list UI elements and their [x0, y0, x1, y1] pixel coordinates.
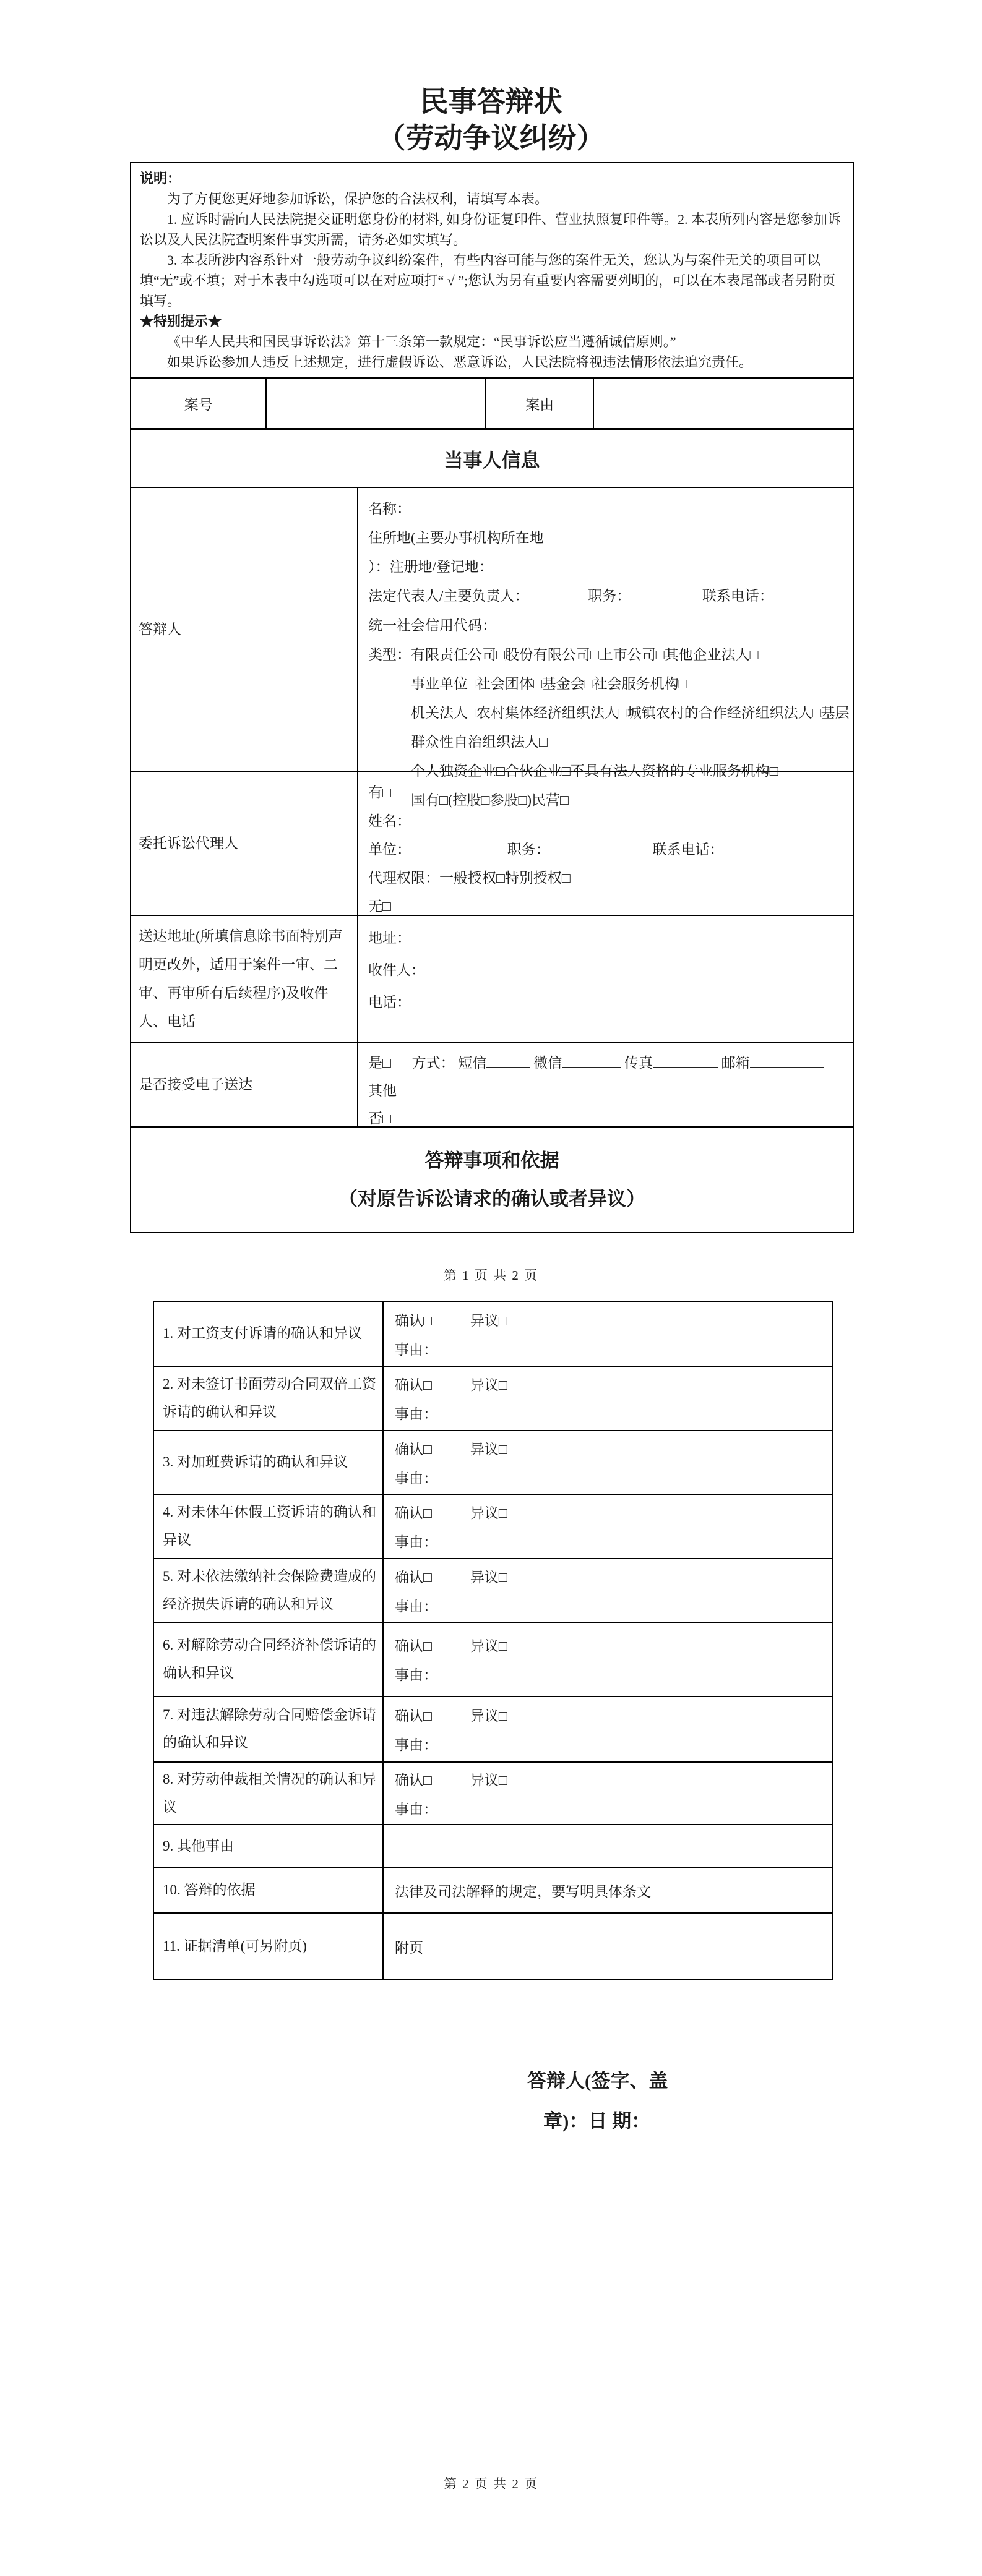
service-address-label: 地址： [368, 930, 411, 946]
defense-item-row-7 [154, 1696, 832, 1761]
reason-label: 事由： [395, 1534, 437, 1550]
service-phone-label: 电话： [368, 994, 411, 1010]
type-options-line5: 国有□(控股□参股□)民营□ [411, 792, 569, 808]
cause-value [593, 379, 853, 428]
es-no-checkbox: 否□ [368, 1110, 391, 1126]
case-row [131, 377, 853, 428]
defense-item-row-8 [154, 1761, 832, 1824]
agent-unit-label: 单位： [368, 842, 411, 857]
defense-item-label: 9. 其他事由 [163, 1838, 234, 1854]
type-label: 类型： [368, 646, 411, 662]
cause-label: 案由 [485, 379, 593, 428]
defense-item-answer [382, 1302, 832, 1366]
notes-para-2: 1. 应诉时需向人民法院提交证明您身份的材料, 如身份证复印件、营业执照复印件等。2. 本表所列内容是您参加诉讼以及人民法院查明案件事实所需，请务必如实填写。 [140, 212, 842, 247]
objection-checkbox: 异议□ [470, 1569, 507, 1585]
title-line-2: （劳动争议纠纷） [377, 122, 605, 154]
signature-block [527, 2061, 668, 2141]
electronic-service-other-line [368, 1077, 850, 1105]
agent-name-label: 姓名： [368, 813, 411, 829]
es-yes-checkbox: 是□ [368, 1055, 391, 1071]
notes-row [131, 163, 853, 377]
agent-authority-line: 代理权限：一般授权□特别授权□ [368, 870, 571, 886]
objection-checkbox: 异议□ [470, 1638, 507, 1654]
defense-item-label: 3. 对加班费诉请的确认和异议 [163, 1454, 348, 1470]
case-number-value [265, 379, 485, 428]
defense-item-answer: 法律及司法解释的规定，要写明具体条文 [382, 1868, 832, 1912]
es-wechat-label: 微信 [533, 1055, 562, 1071]
legal-rep-duty-label: 职务： [588, 588, 631, 604]
es-other-blank [397, 1081, 431, 1095]
page-title [0, 84, 982, 157]
agent-has-checkbox: 有□ [368, 785, 391, 800]
main-info-table [130, 162, 854, 1233]
es-fax-blank [653, 1053, 718, 1068]
objection-checkbox: 异议□ [470, 1772, 507, 1788]
defense-items-table [153, 1301, 833, 1980]
electronic-service-details [357, 1043, 853, 1126]
reason-label: 事由： [395, 1470, 437, 1486]
notes-heading: 说明： [140, 171, 181, 186]
defense-item-row-1 [154, 1302, 832, 1366]
reason-label: 事由： [395, 1737, 437, 1753]
respondent-domicile-line2: ）：注册地/登记地： [368, 559, 493, 575]
title-line-1: 民事答辩状 [420, 86, 562, 118]
electronic-service-row-label: 是否接受电子送达 [139, 1076, 252, 1092]
type-options-line3: 机关法人□农村集体经济组织法人□城镇农村的合作经济组织法人□基层群众性自治组织法人□ [411, 704, 850, 750]
defense-item-row-4 [154, 1494, 832, 1558]
defense-item-answer [382, 1697, 832, 1761]
defense-item-answer [382, 1623, 832, 1696]
agent-duty-label: 职务： [507, 842, 550, 857]
respondent-name-label: 名称： [368, 501, 411, 516]
legal-rep-phone-label: 联系电话： [702, 588, 773, 604]
defense-header-subtitle: （对原告诉讼请求的确认或者异议） [338, 1187, 645, 1210]
confirm-checkbox: 确认□ [395, 1569, 432, 1585]
objection-checkbox: 异议□ [470, 1505, 507, 1521]
defense-item-label: 6. 对解除劳动合同经济补偿诉请的确认和异议 [163, 1637, 376, 1680]
objection-checkbox: 异议□ [470, 1708, 507, 1724]
type-options-line1: 有限责任公司□股份有限公司□上市公司□其他企业法人□ [411, 646, 759, 662]
defense-item-label: 2. 对未签订书面劳动合同双倍工资诉请的确认和异议 [163, 1376, 376, 1419]
confirm-checkbox: 确认□ [395, 1505, 432, 1521]
defense-item-answer [382, 1431, 832, 1494]
legal-rep-label: 法定代表人/主要负责人： [368, 588, 529, 604]
respondent-row [131, 487, 853, 808]
defense-item-label: 10. 答辩的依据 [163, 1882, 256, 1898]
agent-phone-label: 联系电话： [652, 842, 724, 857]
confirm-checkbox: 确认□ [395, 1312, 432, 1329]
confirm-checkbox: 确认□ [395, 1638, 432, 1654]
agent-row [131, 771, 853, 915]
page-2-footer: 第 2 页 共 2 页 [443, 2476, 539, 2491]
defense-item-label: 1. 对工资支付诉请的确认和异议 [163, 1325, 362, 1341]
confirm-checkbox: 确认□ [395, 1377, 432, 1393]
defense-item-row-10 [154, 1867, 832, 1912]
defense-item-label: 11. 证据清单(可另附页) [163, 1938, 307, 1954]
agent-row-label: 委托诉讼代理人 [139, 836, 238, 851]
confirm-checkbox: 确认□ [395, 1708, 432, 1724]
type-options-line2: 事业单位□社会团体□基金会□社会服务机构□ [411, 675, 687, 691]
es-sms-blank [486, 1053, 530, 1068]
confirm-checkbox: 确认□ [395, 1772, 432, 1788]
es-email-label: 邮箱 [721, 1055, 750, 1071]
party-info-header: 当事人信息 [131, 428, 853, 487]
defense-header-title: 答辩事项和依据 [424, 1149, 559, 1171]
service-address-row-label: 送达地址(所填信息除书面特别声明更改外，适用于案件一审、二审、再审所有后续程序)及收件人、电话 [139, 928, 343, 1029]
service-address-details [357, 916, 853, 1042]
reason-label: 事由： [395, 1341, 437, 1358]
case-number-label: 案号 [184, 396, 213, 413]
defense-item-answer [382, 1559, 832, 1622]
special-notice-para-2: 如果诉讼参加人违反上述规定，进行虚假诉讼、恶意诉讼，人民法院将视违法情形依法追究责任。 [167, 354, 753, 370]
respondent-row-label: 答辩人 [139, 622, 181, 637]
objection-checkbox: 异议□ [470, 1441, 507, 1457]
electronic-service-yes-line [368, 1050, 850, 1077]
respondent-domicile-line1: 住所地(主要办事机构所在地 [368, 530, 544, 546]
reason-label: 事由： [395, 1667, 437, 1683]
es-wechat-blank [562, 1053, 621, 1068]
service-address-row [131, 915, 853, 1042]
defense-item-row-5 [154, 1558, 832, 1622]
es-other-label: 其他 [368, 1082, 397, 1098]
signature-line-2: 章)：日 期： [543, 2110, 651, 2133]
reason-label: 事由： [395, 1598, 437, 1614]
es-email-blank [750, 1053, 824, 1068]
defense-item-answer [382, 1367, 832, 1430]
type-options-line4: 个人独资企业□合伙企业□不具有法人资格的专业服务机构□ [411, 763, 778, 779]
page-1-footer: 第 1 页 共 2 页 [443, 1268, 539, 1283]
es-method-label: 方式： [411, 1055, 455, 1071]
special-notice-para-1: 《中华人民共和国民事诉讼法》第十三条第一款规定：“民事诉讼应当遵循诚信原则。” [167, 334, 676, 349]
defense-item-answer [382, 1825, 832, 1867]
respondent-details [357, 488, 853, 808]
defense-item-answer [382, 1495, 832, 1558]
notes-para-3: 3. 本表所涉内容系针对一般劳动争议纠纷案件，有些内容可能与您的案件无关，您认为与案件无关的项目可以填“无”或不填；对于本表中勾选项可以在对应项打“ √ ”;您认为另有重要内容需要列明的，可以在本表尾部或者另附页填写。 [140, 252, 836, 309]
defense-item-label: 8. 对劳动仲裁相关情况的确认和异议 [163, 1771, 376, 1815]
service-recipient-label: 收件人： [368, 962, 425, 978]
defense-item-answer: 附页 [382, 1914, 832, 1979]
defense-item-row-3 [154, 1430, 832, 1494]
defense-item-answer [382, 1763, 832, 1824]
objection-checkbox: 异议□ [470, 1312, 507, 1329]
reason-label: 事由： [395, 1406, 437, 1422]
respondent-legal-rep-line [368, 581, 850, 610]
special-notice-heading: ★特别提示★ [140, 314, 222, 329]
es-sms-label: 短信 [458, 1055, 487, 1071]
signature-line-1: 答辩人(签字、盖 [527, 2070, 668, 2092]
defense-item-label: 7. 对违法解除劳动合同赔偿金诉请的确认和异议 [163, 1707, 376, 1750]
defense-item-row-6 [154, 1622, 832, 1696]
defense-item-label: 5. 对未依法缴纳社会保险费造成的经济损失诉请的确认和异议 [163, 1568, 376, 1612]
es-fax-label: 传真 [624, 1055, 653, 1071]
defense-item-label: 4. 对未休年休假工资诉请的确认和异议 [163, 1504, 376, 1547]
defense-item-row-11 [154, 1912, 832, 1979]
agent-details [357, 772, 853, 915]
confirm-checkbox: 确认□ [395, 1441, 432, 1457]
defense-section-header [131, 1126, 853, 1232]
notes-para-1: 为了方便您更好地参加诉讼，保护您的合法权利，请填写本表。 [167, 191, 549, 207]
objection-checkbox: 异议□ [470, 1377, 507, 1393]
reason-label: 事由： [395, 1801, 437, 1817]
defense-item-row-9 [154, 1824, 832, 1867]
agent-none-checkbox: 无□ [368, 899, 391, 914]
electronic-service-row [131, 1042, 853, 1126]
credit-code-label: 统一社会信用代码： [368, 617, 496, 633]
agent-unit-line [368, 836, 850, 864]
defense-item-row-2 [154, 1366, 832, 1430]
